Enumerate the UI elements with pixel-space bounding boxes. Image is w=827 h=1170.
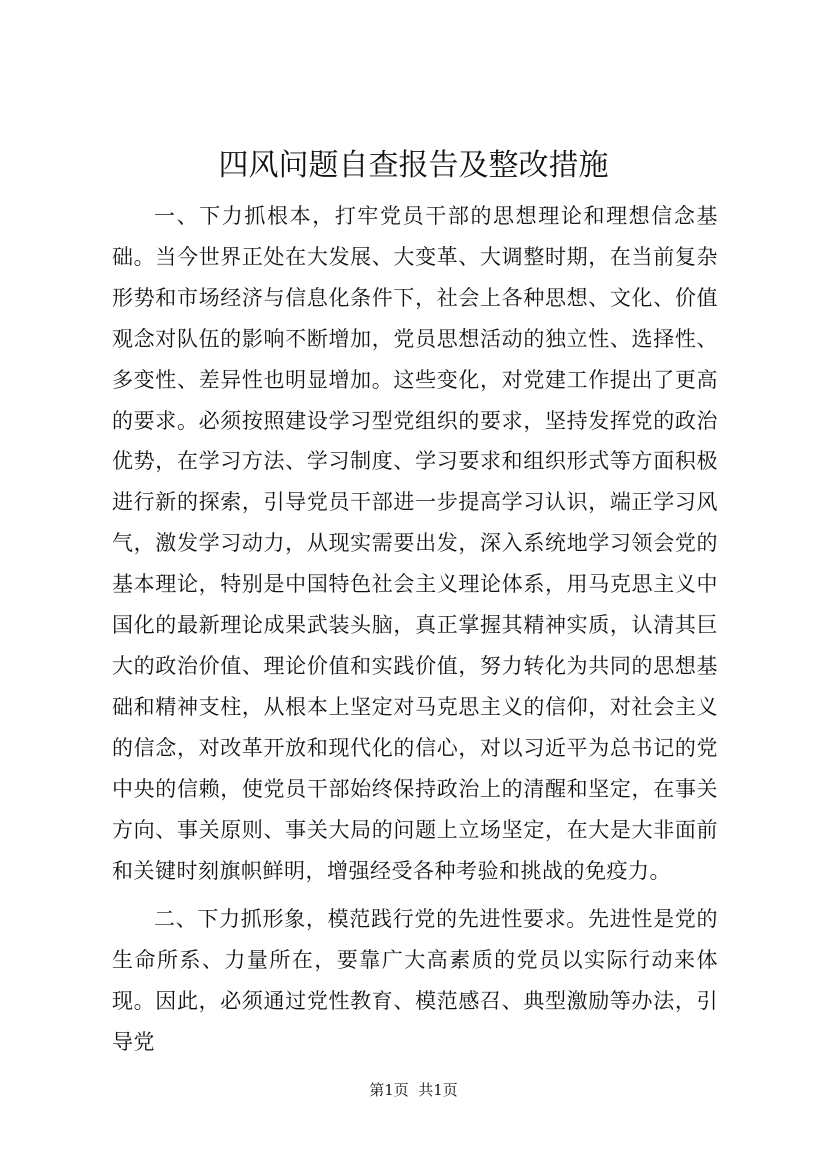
paragraph-2: 二、下力抓形象，模范践行党的先进性要求。先进性是党的生命所系、力量所在，要靠广大高素质的党员以实际行动来体现。因此，必须通过党性教育、模范感召、典型激励等办法，引导党 (112, 907, 718, 1055)
document-title: 四风问题自查报告及整改措施 (218, 148, 609, 183)
document-body (112, 196, 718, 1063)
paragraph-1: 一、下力抓根本，打牢党员干部的思想理论和理想信念基础。当今世界正处在大发展、大变革、大调整时期，在当前复杂形势和市场经济与信息化条件下，社会上各种思想、文化、价值观念对队伍的影响不断增加，党员思想活动的独立性、选择性、多变性、差异性也明显增加。这些变化，对党建工作提出了更高的要求。必须按照建设学习型党组织的要求，坚持发挥党的政治优势，在学习方法、学习制度、学习要求和组织形式等方面积极进行新的探索，引导党员干部进一步提高学习认识，端正学习风气，激发学习动力，从现实需要出发，深入系统地学习领会党的基本理论，特别是中国特色社会主义理论体系，用马克思主义中国化的最新理论成果武装头脑，真正掌握其精神实质，认清其巨大的政治价值、理论价值和实践价值，努力转化为共同的思想基础和精神支柱，从根本上坚定对马克思主义的信仰，对社会主义的信念，对改革开放和现代化的信心，对以习近平为总书记的党中央的信赖，使党员干部始终保持政治上的清醒和坚定，在事关方向、事关原则、事关大局的问题上立场坚定，在大是大非面前和关键时刻旗帜鲜明，增强经受各种考验和挑战的免疫力。 (112, 204, 718, 883)
page-footer (0, 1080, 827, 1100)
page-number-label: 第1页 共1页 (369, 1081, 458, 1099)
